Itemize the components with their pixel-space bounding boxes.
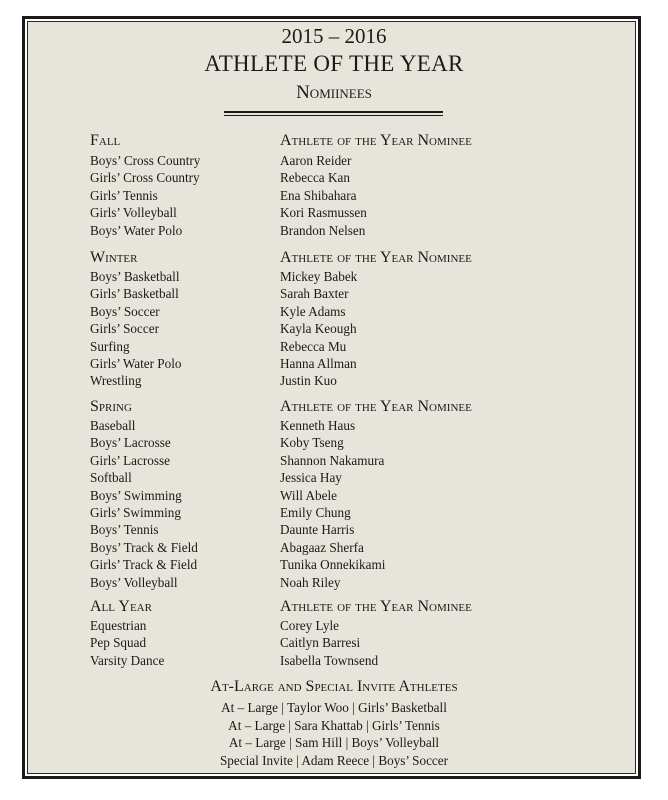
nominee-name: Aaron Reider	[280, 153, 352, 168]
sport-name: Boys’ Volleyball	[90, 574, 178, 590]
nominee-row	[0, 338, 668, 355]
sport-name: Equestrian	[90, 618, 147, 633]
sport-name: Boys’ Cross Country	[90, 153, 201, 168]
season-label: All Year	[90, 598, 152, 615]
nominee-name: Abagaaz Sherfa	[280, 539, 364, 555]
nominee-name: Mickey Babek	[280, 269, 358, 284]
nominee-name: Rebecca Mu	[280, 338, 347, 354]
nominee-name: Kenneth Haus	[280, 418, 356, 433]
sport-name: Boys’ Tennis	[90, 522, 159, 538]
nominee-name: Kori Rasmussen	[280, 205, 367, 221]
sport-name: Baseball	[90, 418, 136, 433]
section-header	[0, 597, 668, 617]
sport-name: Girls’ Lacrosse	[90, 452, 170, 468]
page-title: ATHLETE OF THE YEAR	[204, 51, 464, 76]
nominee-name: Brandon Nelsen	[280, 222, 366, 238]
season-label: Spring	[90, 398, 132, 415]
nominee-name: Caitlyn Barresi	[280, 635, 361, 651]
nominee-name: Corey Lyle	[280, 618, 339, 633]
nominee-row	[0, 504, 668, 521]
nominee-row	[0, 204, 668, 221]
nominee-row	[0, 417, 668, 434]
nominee-name: Daunte Harris	[280, 522, 355, 538]
sport-name: Boys’ Basketball	[90, 269, 180, 284]
nominee-name: Justin Kuo	[280, 373, 337, 389]
nominee-name: Kayla Keough	[280, 321, 357, 337]
nominee-row	[0, 152, 668, 169]
sport-name: Boys’ Soccer	[90, 303, 160, 319]
at-large-title: At-Large and Special Invite Athletes	[210, 678, 458, 695]
nominee-name: Tunika Onnekikami	[280, 557, 386, 573]
sport-name: Girls’ Swimming	[90, 505, 181, 520]
nominee-column-heading: Athlete of the Year Nominee	[280, 132, 472, 149]
section-header	[0, 397, 668, 417]
season-label: Winter	[90, 249, 138, 266]
section-header	[0, 131, 668, 151]
nominee-row	[0, 617, 668, 634]
at-large-entry: Special Invite | Adam Reece | Boys’ Soccer	[219, 752, 449, 768]
sport-name: Boys’ Water Polo	[90, 222, 183, 238]
nominee-name: Will Abele	[280, 487, 337, 503]
nominee-row	[0, 469, 668, 486]
sport-name: Boys’ Swimming	[90, 487, 182, 503]
nominee-row	[0, 268, 668, 285]
nominee-name: Rebecca Kan	[280, 170, 350, 186]
nominee-row	[0, 222, 668, 239]
nominee-row	[0, 574, 668, 591]
sport-name: Varsity Dance	[90, 652, 165, 668]
sport-name: Girls’ Track & Field	[90, 557, 198, 573]
page-subtitle: Nomiinees	[296, 82, 372, 103]
nominee-row	[0, 652, 668, 669]
nominee-row	[0, 521, 668, 538]
nominee-name: Kyle Adams	[280, 303, 346, 319]
sport-name: Boys’ Lacrosse	[90, 435, 171, 451]
sport-name: Wrestling	[90, 373, 142, 389]
nominee-name: Shannon Nakamura	[280, 452, 385, 468]
nominee-row	[0, 634, 668, 651]
sport-name: Girls’ Soccer	[90, 321, 159, 337]
nominee-row	[0, 303, 668, 320]
nominee-row	[0, 169, 668, 186]
section-header	[0, 248, 668, 268]
nominee-row	[0, 372, 668, 389]
sport-name: Girls’ Tennis	[90, 187, 158, 203]
nominee-name: Emily Chung	[280, 505, 351, 520]
at-large-entry: At – Large | Taylor Woo | Girls’ Basketball	[221, 700, 447, 715]
school-year: 2015 – 2016	[281, 24, 387, 48]
sport-name: Softball	[90, 470, 132, 486]
nominee-row	[0, 187, 668, 204]
nominee-row	[0, 487, 668, 504]
nominee-name: Sarah Baxter	[280, 286, 349, 302]
nominee-row	[0, 434, 668, 451]
at-large-entry: At – Large | Sara Khattab | Girls’ Tennis	[228, 717, 440, 733]
nominee-name: Koby Tseng	[280, 435, 344, 451]
nominee-row	[0, 320, 668, 337]
nominee-row	[0, 556, 668, 573]
at-large-entry: At – Large | Sam Hill | Boys’ Volleyball	[228, 735, 440, 750]
nominee-name: Hanna Allman	[280, 356, 357, 371]
sport-name: Girls’ Cross Country	[90, 170, 200, 186]
title-divider	[224, 111, 443, 113]
nominee-column-heading: Athlete of the Year Nominee	[280, 249, 472, 266]
nominee-row	[0, 355, 668, 372]
nominee-name: Isabella Townsend	[280, 652, 379, 668]
title-divider-thin	[224, 115, 443, 116]
season-label: Fall	[90, 132, 121, 149]
nominee-column-heading: Athlete of the Year Nominee	[280, 398, 472, 415]
sport-name: Surfing	[90, 338, 130, 354]
nominee-column-heading: Athlete of the Year Nominee	[280, 598, 472, 615]
sport-name: Girls’ Volleyball	[90, 205, 177, 221]
sport-name: Boys’ Track & Field	[90, 539, 198, 555]
sport-name: Girls’ Water Polo	[90, 356, 182, 371]
nominee-row	[0, 285, 668, 302]
sport-name: Girls’ Basketball	[90, 286, 179, 302]
sport-name: Pep Squad	[90, 635, 147, 651]
nominee-row	[0, 452, 668, 469]
nominee-name: Noah Riley	[280, 574, 341, 590]
nominee-name: Ena Shibahara	[280, 187, 357, 203]
nominee-name: Jessica Hay	[280, 470, 342, 486]
nominee-row	[0, 539, 668, 556]
